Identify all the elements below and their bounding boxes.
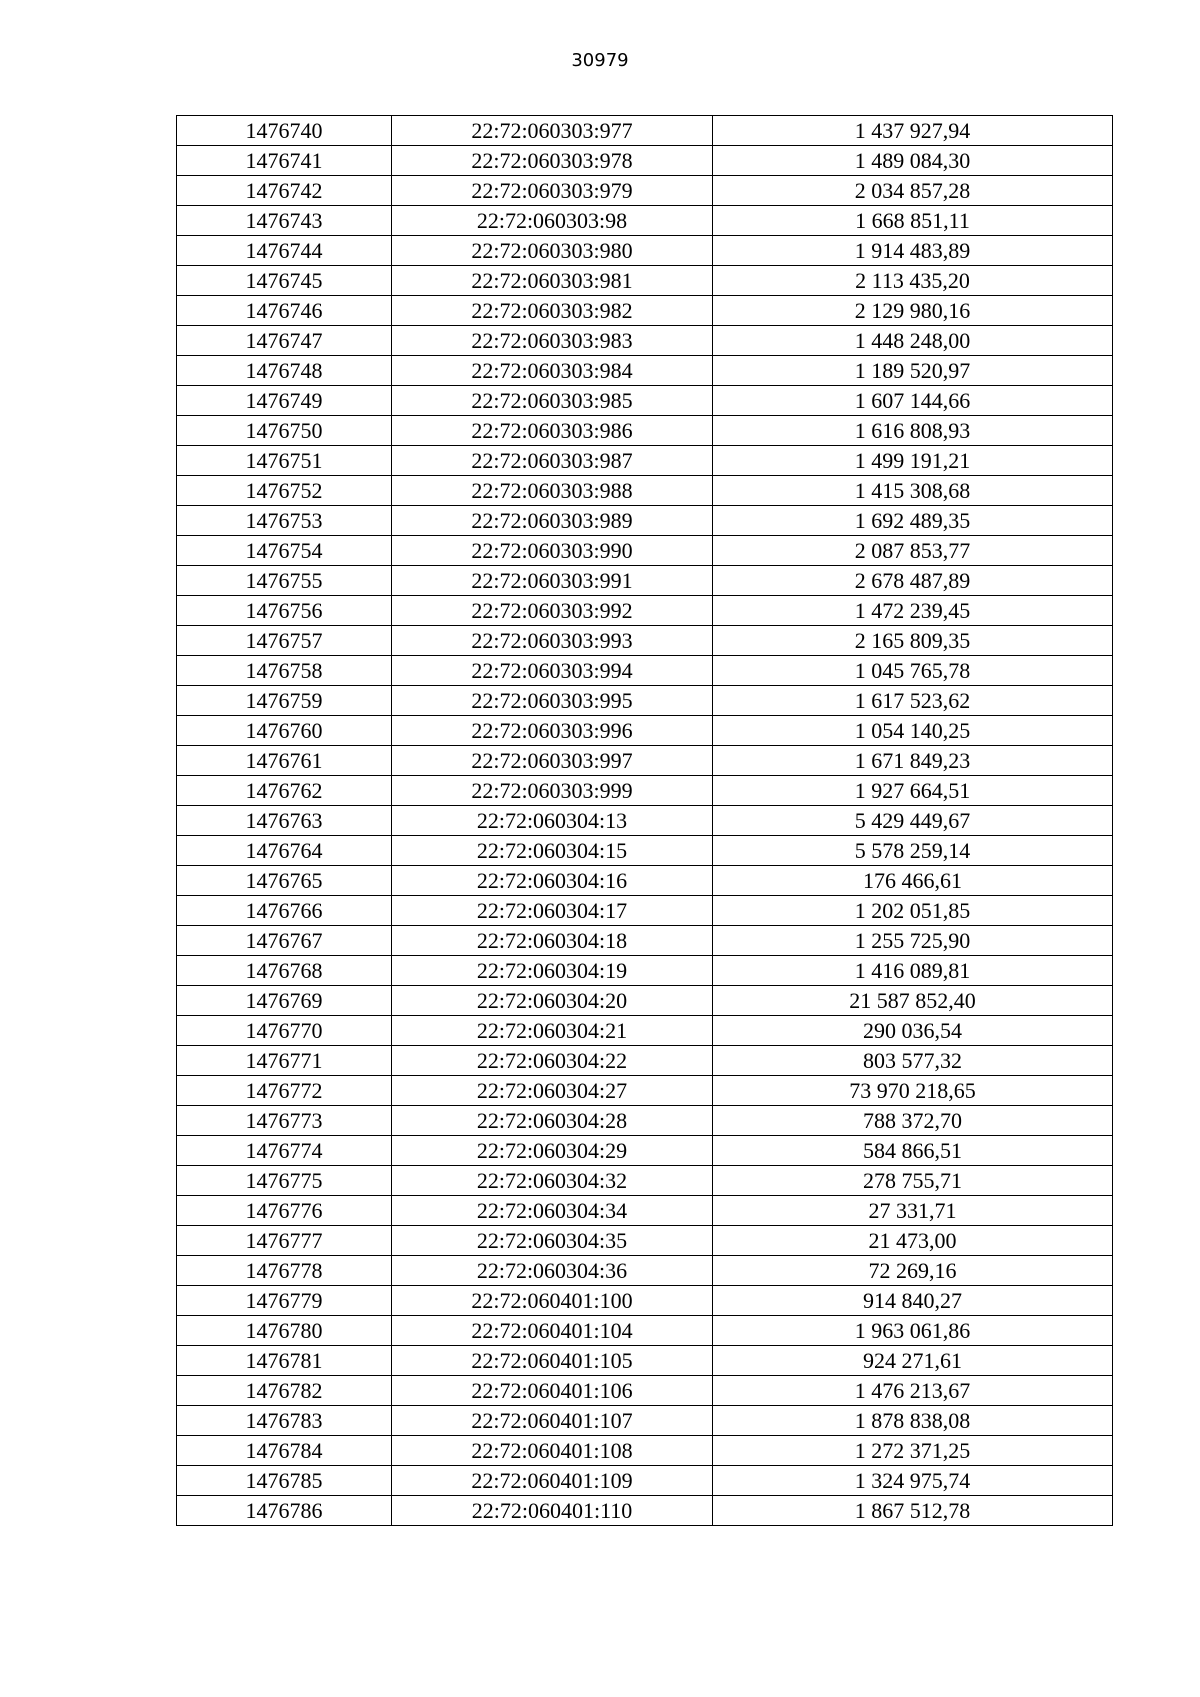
- cadastral-number-cell: 22:72:060303:987: [392, 446, 713, 476]
- row-id-cell: 1476775: [177, 1166, 392, 1196]
- cadastral-number-cell: 22:72:060304:34: [392, 1196, 713, 1226]
- row-id-cell: 1476763: [177, 806, 392, 836]
- row-id-cell: 1476746: [177, 296, 392, 326]
- value-cell: 1 867 512,78: [713, 1496, 1113, 1526]
- row-id-cell: 1476780: [177, 1316, 392, 1346]
- row-id-cell: 1476765: [177, 866, 392, 896]
- row-id-cell: 1476774: [177, 1136, 392, 1166]
- table-row: [177, 536, 1113, 566]
- table-row: [177, 1106, 1113, 1136]
- value-cell: 924 271,61: [713, 1346, 1113, 1376]
- table-row: [177, 1046, 1113, 1076]
- table-row: [177, 1226, 1113, 1256]
- cadastral-number-cell: 22:72:060304:27: [392, 1076, 713, 1106]
- table-row: [177, 386, 1113, 416]
- table-row: [177, 1376, 1113, 1406]
- table-row: [177, 1346, 1113, 1376]
- table-row: [177, 176, 1113, 206]
- table-row: [177, 446, 1113, 476]
- value-cell: 1 692 489,35: [713, 506, 1113, 536]
- cadastral-number-cell: 22:72:060401:108: [392, 1436, 713, 1466]
- cadastral-number-cell: 22:72:060304:19: [392, 956, 713, 986]
- data-table: [176, 115, 1113, 1526]
- cadastral-number-cell: 22:72:060303:990: [392, 536, 713, 566]
- row-id-cell: 1476777: [177, 1226, 392, 1256]
- row-id-cell: 1476755: [177, 566, 392, 596]
- table-row: [177, 296, 1113, 326]
- value-cell: 803 577,32: [713, 1046, 1113, 1076]
- cadastral-number-cell: 22:72:060401:109: [392, 1466, 713, 1496]
- row-id-cell: 1476761: [177, 746, 392, 776]
- cadastral-number-cell: 22:72:060303:983: [392, 326, 713, 356]
- row-id-cell: 1476745: [177, 266, 392, 296]
- table-row: [177, 1316, 1113, 1346]
- table-row: [177, 266, 1113, 296]
- table-row: [177, 116, 1113, 146]
- row-id-cell: 1476752: [177, 476, 392, 506]
- row-id-cell: 1476781: [177, 1346, 392, 1376]
- row-id-cell: 1476776: [177, 1196, 392, 1226]
- table-row: [177, 566, 1113, 596]
- table-row: [177, 506, 1113, 536]
- cadastral-number-cell: 22:72:060303:988: [392, 476, 713, 506]
- row-id-cell: 1476773: [177, 1106, 392, 1136]
- cadastral-number-cell: 22:72:060304:35: [392, 1226, 713, 1256]
- cadastral-number-cell: 22:72:060304:13: [392, 806, 713, 836]
- value-cell: 5 429 449,67: [713, 806, 1113, 836]
- value-cell: 1 963 061,86: [713, 1316, 1113, 1346]
- value-cell: 1 607 144,66: [713, 386, 1113, 416]
- row-id-cell: 1476786: [177, 1496, 392, 1526]
- value-cell: 1 415 308,68: [713, 476, 1113, 506]
- row-id-cell: 1476778: [177, 1256, 392, 1286]
- cadastral-number-cell: 22:72:060401:100: [392, 1286, 713, 1316]
- cadastral-number-cell: 22:72:060303:98: [392, 206, 713, 236]
- table-row: [177, 1286, 1113, 1316]
- table-row: [177, 806, 1113, 836]
- value-cell: 1 927 664,51: [713, 776, 1113, 806]
- row-id-cell: 1476743: [177, 206, 392, 236]
- value-cell: 278 755,71: [713, 1166, 1113, 1196]
- table-row: [177, 416, 1113, 446]
- table-row: [177, 236, 1113, 266]
- table-row: [177, 326, 1113, 356]
- value-cell: 1 255 725,90: [713, 926, 1113, 956]
- cadastral-number-cell: 22:72:060401:104: [392, 1316, 713, 1346]
- cadastral-number-cell: 22:72:060303:986: [392, 416, 713, 446]
- cadastral-number-cell: 22:72:060303:985: [392, 386, 713, 416]
- cadastral-number-cell: 22:72:060303:994: [392, 656, 713, 686]
- table-row: [177, 1136, 1113, 1166]
- table-row: [177, 1496, 1113, 1526]
- row-id-cell: 1476785: [177, 1466, 392, 1496]
- value-cell: 1 914 483,89: [713, 236, 1113, 266]
- cadastral-number-cell: 22:72:060304:21: [392, 1016, 713, 1046]
- cadastral-number-cell: 22:72:060304:18: [392, 926, 713, 956]
- value-cell: 1 416 089,81: [713, 956, 1113, 986]
- cadastral-number-cell: 22:72:060401:107: [392, 1406, 713, 1436]
- cadastral-number-cell: 22:72:060303:977: [392, 116, 713, 146]
- table-row: [177, 1196, 1113, 1226]
- value-cell: 72 269,16: [713, 1256, 1113, 1286]
- row-id-cell: 1476754: [177, 536, 392, 566]
- row-id-cell: 1476772: [177, 1076, 392, 1106]
- row-id-cell: 1476756: [177, 596, 392, 626]
- table-row: [177, 596, 1113, 626]
- value-cell: 2 113 435,20: [713, 266, 1113, 296]
- cadastral-number-cell: 22:72:060304:36: [392, 1256, 713, 1286]
- cadastral-number-cell: 22:72:060303:996: [392, 716, 713, 746]
- value-cell: 1 324 975,74: [713, 1466, 1113, 1496]
- table-row: [177, 986, 1113, 1016]
- table-row: [177, 686, 1113, 716]
- table-row: [177, 1256, 1113, 1286]
- row-id-cell: 1476742: [177, 176, 392, 206]
- value-cell: 1 616 808,93: [713, 416, 1113, 446]
- page-number: 30979: [571, 50, 629, 71]
- value-cell: 1 189 520,97: [713, 356, 1113, 386]
- value-cell: 2 678 487,89: [713, 566, 1113, 596]
- value-cell: 1 472 239,45: [713, 596, 1113, 626]
- value-cell: 1 671 849,23: [713, 746, 1113, 776]
- value-cell: 1 202 051,85: [713, 896, 1113, 926]
- row-id-cell: 1476753: [177, 506, 392, 536]
- value-cell: 1 489 084,30: [713, 146, 1113, 176]
- row-id-cell: 1476784: [177, 1436, 392, 1466]
- cadastral-number-cell: 22:72:060303:997: [392, 746, 713, 776]
- cadastral-number-cell: 22:72:060401:106: [392, 1376, 713, 1406]
- value-cell: 1 878 838,08: [713, 1406, 1113, 1436]
- row-id-cell: 1476764: [177, 836, 392, 866]
- cadastral-number-cell: 22:72:060303:978: [392, 146, 713, 176]
- row-id-cell: 1476767: [177, 926, 392, 956]
- cadastral-number-cell: 22:72:060303:980: [392, 236, 713, 266]
- table-row: [177, 1406, 1113, 1436]
- value-cell: 2 129 980,16: [713, 296, 1113, 326]
- table-row: [177, 656, 1113, 686]
- table-row: [177, 956, 1113, 986]
- row-id-cell: 1476740: [177, 116, 392, 146]
- value-cell: 1 476 213,67: [713, 1376, 1113, 1406]
- value-cell: 290 036,54: [713, 1016, 1113, 1046]
- table-row: [177, 1466, 1113, 1496]
- value-cell: 788 372,70: [713, 1106, 1113, 1136]
- table-row: [177, 1436, 1113, 1466]
- row-id-cell: 1476760: [177, 716, 392, 746]
- row-id-cell: 1476749: [177, 386, 392, 416]
- cadastral-number-cell: 22:72:060303:982: [392, 296, 713, 326]
- value-cell: 21 587 852,40: [713, 986, 1113, 1016]
- cadastral-number-cell: 22:72:060304:28: [392, 1106, 713, 1136]
- cadastral-number-cell: 22:72:060304:32: [392, 1166, 713, 1196]
- cadastral-number-cell: 22:72:060304:15: [392, 836, 713, 866]
- value-cell: 1 617 523,62: [713, 686, 1113, 716]
- table-row: [177, 926, 1113, 956]
- row-id-cell: 1476759: [177, 686, 392, 716]
- value-cell: 1 499 191,21: [713, 446, 1113, 476]
- value-cell: 1 045 765,78: [713, 656, 1113, 686]
- cadastral-number-cell: 22:72:060303:999: [392, 776, 713, 806]
- cadastral-number-cell: 22:72:060304:16: [392, 866, 713, 896]
- row-id-cell: 1476771: [177, 1046, 392, 1076]
- table-row: [177, 746, 1113, 776]
- value-cell: 27 331,71: [713, 1196, 1113, 1226]
- value-cell: 73 970 218,65: [713, 1076, 1113, 1106]
- cadastral-number-cell: 22:72:060303:979: [392, 176, 713, 206]
- row-id-cell: 1476747: [177, 326, 392, 356]
- cadastral-number-cell: 22:72:060303:995: [392, 686, 713, 716]
- row-id-cell: 1476741: [177, 146, 392, 176]
- table-row: [177, 776, 1113, 806]
- value-cell: 1 437 927,94: [713, 116, 1113, 146]
- row-id-cell: 1476783: [177, 1406, 392, 1436]
- value-cell: 2 165 809,35: [713, 626, 1113, 656]
- table-body: [177, 116, 1113, 1526]
- row-id-cell: 1476757: [177, 626, 392, 656]
- cadastral-number-cell: 22:72:060303:993: [392, 626, 713, 656]
- cadastral-number-cell: 22:72:060304:20: [392, 986, 713, 1016]
- value-cell: 1 448 248,00: [713, 326, 1113, 356]
- table-row: [177, 1166, 1113, 1196]
- table-row: [177, 1076, 1113, 1106]
- value-cell: 1 054 140,25: [713, 716, 1113, 746]
- table-row: [177, 866, 1113, 896]
- row-id-cell: 1476766: [177, 896, 392, 926]
- row-id-cell: 1476770: [177, 1016, 392, 1046]
- row-id-cell: 1476748: [177, 356, 392, 386]
- cadastral-number-cell: 22:72:060401:110: [392, 1496, 713, 1526]
- cadastral-number-cell: 22:72:060304:22: [392, 1046, 713, 1076]
- value-cell: 2 034 857,28: [713, 176, 1113, 206]
- row-id-cell: 1476751: [177, 446, 392, 476]
- cadastral-number-cell: 22:72:060303:984: [392, 356, 713, 386]
- value-cell: 584 866,51: [713, 1136, 1113, 1166]
- value-cell: 5 578 259,14: [713, 836, 1113, 866]
- value-cell: 176 466,61: [713, 866, 1113, 896]
- row-id-cell: 1476768: [177, 956, 392, 986]
- table-row: [177, 1016, 1113, 1046]
- value-cell: 914 840,27: [713, 1286, 1113, 1316]
- row-id-cell: 1476769: [177, 986, 392, 1016]
- cadastral-number-cell: 22:72:060401:105: [392, 1346, 713, 1376]
- value-cell: 21 473,00: [713, 1226, 1113, 1256]
- cadastral-number-cell: 22:72:060304:17: [392, 896, 713, 926]
- row-id-cell: 1476744: [177, 236, 392, 266]
- cadastral-number-cell: 22:72:060303:991: [392, 566, 713, 596]
- table-row: [177, 836, 1113, 866]
- table-row: [177, 356, 1113, 386]
- row-id-cell: 1476782: [177, 1376, 392, 1406]
- table-row: [177, 206, 1113, 236]
- cadastral-number-cell: 22:72:060304:29: [392, 1136, 713, 1166]
- table-row: [177, 476, 1113, 506]
- cadastral-number-cell: 22:72:060303:989: [392, 506, 713, 536]
- value-cell: 1 272 371,25: [713, 1436, 1113, 1466]
- table-row: [177, 896, 1113, 926]
- row-id-cell: 1476779: [177, 1286, 392, 1316]
- table-row: [177, 716, 1113, 746]
- cadastral-number-cell: 22:72:060303:981: [392, 266, 713, 296]
- row-id-cell: 1476750: [177, 416, 392, 446]
- value-cell: 2 087 853,77: [713, 536, 1113, 566]
- cadastral-number-cell: 22:72:060303:992: [392, 596, 713, 626]
- table-row: [177, 626, 1113, 656]
- table-row: [177, 146, 1113, 176]
- value-cell: 1 668 851,11: [713, 206, 1113, 236]
- row-id-cell: 1476762: [177, 776, 392, 806]
- row-id-cell: 1476758: [177, 656, 392, 686]
